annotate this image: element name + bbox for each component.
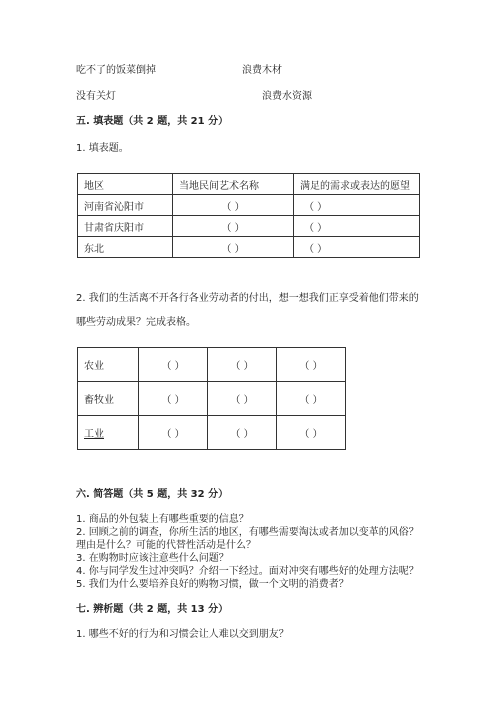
question-item: 4. 你与同学发生过冲突吗？介绍一下经过。面对冲突有哪些好的处理方法呢？ xyxy=(76,566,419,577)
section-5-title: 五. 填表题（共 2 题，共 21 分） xyxy=(76,116,229,127)
table-row xyxy=(78,416,346,450)
question-item-continuation: 理由是什么？可能的代替性活动是什么？ xyxy=(76,540,256,551)
table-cell: 东北 xyxy=(78,237,173,258)
answer-blank[interactable]: （ ） xyxy=(208,348,277,382)
match-left-item-1: 吃不了的饭菜倒掉 xyxy=(76,65,156,76)
section-7-q1: 1. 哪些不好的行为和习惯会让人难以交到朋友？ xyxy=(76,629,289,640)
answer-blank[interactable]: （ ） xyxy=(277,382,346,416)
table-row xyxy=(78,348,346,382)
question-item: 1. 商品的外包装上有哪些重要的信息？ xyxy=(76,514,249,525)
answer-blank[interactable]: （ ） xyxy=(173,195,294,216)
answer-blank[interactable]: （ ） xyxy=(139,382,208,416)
table-row xyxy=(78,382,346,416)
answer-blank[interactable]: （ ） xyxy=(294,216,420,237)
table-cell: 甘肃省庆阳市 xyxy=(78,216,173,237)
match-left-item-2: 没有关灯 xyxy=(76,91,116,102)
section-5-q1-prompt: 1. 填表题。 xyxy=(76,143,129,154)
table-cell: 工业 xyxy=(78,416,139,450)
answer-blank[interactable]: （ ） xyxy=(139,348,208,382)
section-6-title: 六. 简答题（共 5 题，共 32 分） xyxy=(76,489,229,500)
answer-blank[interactable]: （ ） xyxy=(294,195,420,216)
table-header-cell: 地区 xyxy=(78,174,173,195)
folk-art-table xyxy=(77,173,420,258)
match-right-item-2: 浪费水资源 xyxy=(262,91,312,102)
match-right-item-1: 浪费木材 xyxy=(242,65,282,76)
section-5-q2-prompt-line1: 2. 我们的生活离不开各行各业劳动者的付出，想一想我们正享受着他们带来的 xyxy=(76,293,419,304)
table-cell: 河南省沁阳市 xyxy=(78,195,173,216)
table-cell: 农业 xyxy=(78,348,139,382)
table-header-row xyxy=(78,174,420,195)
table-header-cell: 当地民间艺术名称 xyxy=(173,174,294,195)
answer-blank[interactable]: （ ） xyxy=(208,382,277,416)
answer-blank[interactable]: （ ） xyxy=(139,416,208,450)
table-row xyxy=(78,195,420,216)
section-7-title: 七. 辨析题（共 2 题，共 13 分） xyxy=(76,604,229,615)
answer-blank[interactable]: （ ） xyxy=(173,216,294,237)
answer-blank[interactable]: （ ） xyxy=(173,237,294,258)
question-item: 3. 在购物时应该注意些什么问题？ xyxy=(76,553,229,564)
table-cell: 畜牧业 xyxy=(78,382,139,416)
answer-blank[interactable]: （ ） xyxy=(208,416,277,450)
labor-results-table xyxy=(77,347,346,450)
answer-blank[interactable]: （ ） xyxy=(277,416,346,450)
section-5-q2-prompt-line2: 哪些劳动成果？完成表格。 xyxy=(76,317,196,328)
answer-blank[interactable]: （ ） xyxy=(294,237,420,258)
table-header-cell: 满足的需求或表达的愿望 xyxy=(294,174,420,195)
table-row xyxy=(78,216,420,237)
question-item: 2. 回顾之前的调查，你所生活的地区，有哪些需要淘汰或者加以变革的风俗？ xyxy=(76,527,419,538)
question-item: 5. 我们为什么要培养良好的购物习惯，做一个文明的消费者？ xyxy=(76,579,349,590)
table-row xyxy=(78,237,420,258)
answer-blank[interactable]: （ ） xyxy=(277,348,346,382)
